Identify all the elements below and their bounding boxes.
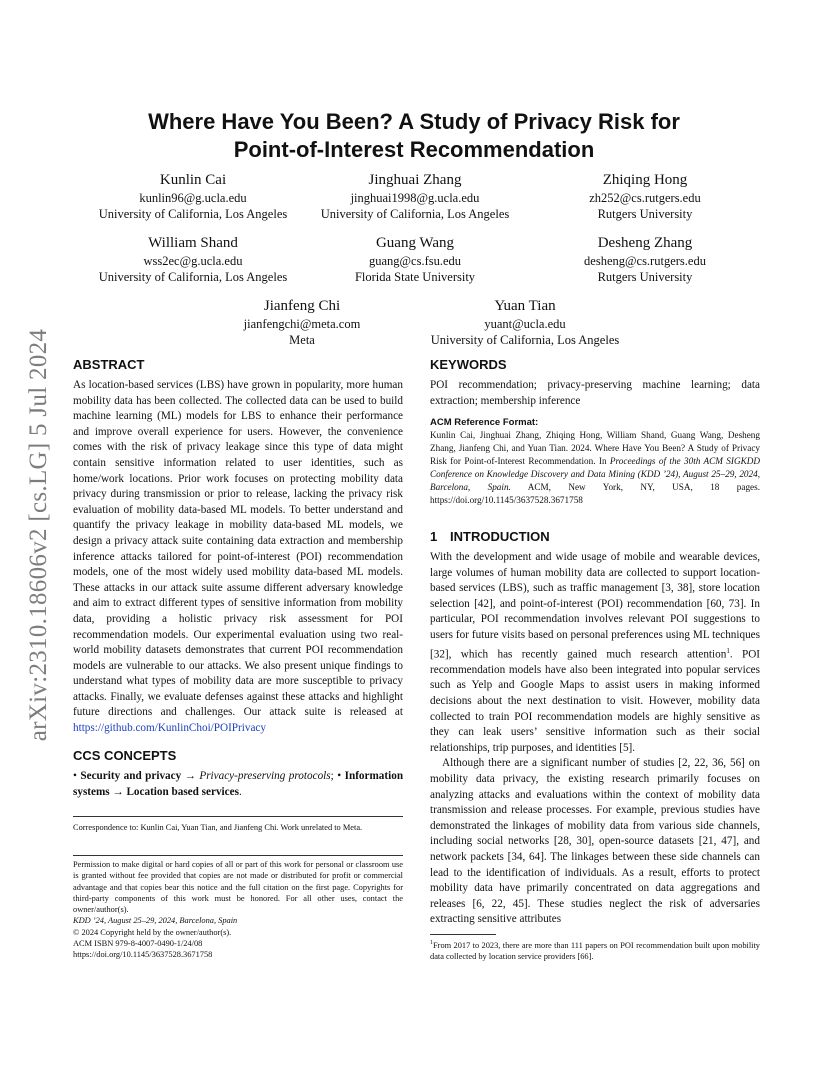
arxiv-sidebar [24, 300, 54, 770]
abstract-body: As location-based services (LBS) have grown in popularity, more human mobility data has been collected. The collected data can be used to build machine learning (ML) models for LBS to enhance their performance and improve overall experience for users. However, the convenience comes with the risk of privacy leakage since this type of data might contain sensitive information related to user identities, such as home/work locations. Prior work focuses on protecting mobility data privacy during transmission or prior to release, lacking the privacy risk evaluation of mobility data-based ML models. To better understand and quantify the privacy leakage in mobility data-based ML models, we design a privacy attack suite containing data extraction and membership inference attacks tailored for point-of-interest (POI) recommendation models, one of the most widely used mobility data-based ML models. These attacks in our attack suite assume different adversary knowledge and aim to extract different types of sensitive information from mobility data, providing a holistic privacy risk assessment for POI recommendation models. Our experimental evaluation using two real-world mobility datasets demonstrates that current POI recommendation models are vulnerable to our attacks. We also present unique findings to understand what types of mobility data are more susceptible to privacy attacks. Finally, we evaluate defenses against these attacks and highlight future directions and challenges. Our attack suite is released at [73, 379, 403, 719]
author-affiliation: Rutgers University [597, 270, 693, 284]
intro-paragraph [430, 550, 760, 756]
ccs-heading: CCS CONCEPTS [73, 748, 177, 763]
author-email: guang@cs.fsu.edu [368, 254, 462, 268]
author-affiliation: University of California, Los Angeles [320, 207, 510, 221]
footnote-text [430, 938, 760, 962]
author-affiliation: Meta [289, 333, 315, 347]
author-name: Jinghuai Zhang [368, 172, 462, 188]
acm-reference-text [430, 429, 760, 507]
separator: ; [330, 770, 334, 782]
divider [73, 855, 403, 856]
venue-line [73, 915, 403, 926]
intro-heading [430, 528, 760, 546]
ref-part: ACM, New York, NY, USA, 18 pages. https://doi.org/10.1145/3637528.3671758 [430, 482, 760, 505]
author-block [300, 170, 530, 222]
abstract-section [73, 356, 403, 737]
footnote-body: From 2017 to 2023, there are more than 111 papers on POI recommendation built upon mobility data collected by location service providers [66]. [430, 940, 760, 962]
intro-paragraph: Although there are a significant number of studies [2, 22, 36, 56] on mobility data privacy, the existing research primarily focuses on analyzing attacks and evaluations within the context of mobility data transmission and release processes. For example, previous studies have demonstrated the linkages of mobility data from various side channels, including social networks [28, 30], open-source datasets [21, 47], and network packets [34, 64]. The linkages between these side channels can lead to the identification of individuals. As a result, efforts to protect mobility data have primarily concentrated on data aggregations and releases [6, 22, 45]. These studies neglect the risk of adversaries extracting sensitive attributes [430, 757, 760, 926]
keywords-text: POI recommendation; privacy-preserving machine learning; data extraction; membership inference [430, 379, 760, 407]
author-affiliation: Florida State University [354, 270, 476, 284]
keywords-section [430, 356, 760, 409]
author-name: Kunlin Cai [159, 172, 227, 188]
author-name: Jianfeng Chi [263, 298, 341, 314]
ccs-text [73, 769, 403, 800]
author-block [187, 296, 417, 348]
author-block [530, 170, 760, 222]
author-block [78, 233, 308, 285]
author-block [300, 233, 530, 285]
author-block [78, 170, 308, 222]
author-block [530, 233, 760, 285]
acm-reference [430, 416, 760, 507]
author-affiliation: University of California, Los Angeles [98, 207, 288, 221]
copyright-line: © 2024 Copyright held by the owner/author(s). [73, 927, 232, 937]
author-affiliation: Rutgers University [597, 207, 693, 221]
title-line-1: Where Have You Been? A Study of Privacy Risk for [148, 109, 680, 134]
author-affiliation: University of California, Los Angeles [430, 333, 620, 347]
author-name: Zhiqing Hong [602, 172, 688, 188]
permission-text: Permission to make digital or hard copies of all or part of this work for personal or classroom use is granted without fee provided that copies are not made or distributed for profit or commercial advantage and that copies bear this notice and the full citation on the first page. Copyrights for third-party components of this work must be honored. For all other uses, contact the owner/author(s). [73, 860, 403, 915]
paper-title [100, 108, 728, 164]
abstract-heading: ABSTRACT [73, 357, 145, 372]
footnote [430, 938, 760, 962]
author-affiliation: University of California, Los Angeles [98, 270, 288, 284]
author-email: jianfengchi@meta.com [243, 317, 361, 331]
divider [73, 816, 403, 817]
arxiv-identifier: arXiv:2310.18606v2 [cs.LG] 5 Jul 2024 [25, 328, 52, 742]
title-line-2: Point-of-Interest Recommendation [233, 137, 595, 162]
section-title: INTRODUCTION [450, 529, 550, 544]
author-block [410, 296, 640, 348]
author-name: William Shand [148, 235, 238, 251]
author-email: jinghuai1998@g.ucla.edu [350, 191, 480, 205]
arrow: → [112, 785, 124, 798]
acm-reference-heading: ACM Reference Format: [430, 417, 539, 428]
arrow: → [184, 770, 196, 782]
author-email: yuant@ucla.edu [484, 317, 566, 331]
footnote-mark[interactable]: 1 [726, 646, 730, 655]
github-link[interactable]: https://github.com/KunlinChoi/POIPrivacy [73, 722, 266, 735]
ref-part: Kunlin Cai, Jinghuai Zhang, Zhiqing Hong, William Shand, Guang Wang, Desheng Zhang, Jianfeng Chi, and Yuan Tian. 2024. Where Have You Been? A Study of Privacy Risk for Point-of-Interest Recommendation. In [430, 430, 760, 466]
footnote-mark: 1 [430, 940, 433, 946]
author-name: Desheng Zhang [597, 235, 693, 251]
section-number: 1 [430, 529, 438, 544]
author-email: zh252@cs.rutgers.edu [589, 191, 701, 205]
doi-line: https://doi.org/10.1145/3637528.3671758 [73, 950, 213, 960]
permission-block [73, 859, 403, 961]
text-run: With the development and wide usage of mobile and wearable devices, large volumes of human mobility data are collected to support location-based services (LBS), such as traffic management [3, 38], store location selection [42], and point-of-interest (POI) recommendation [60, 73]. In particular, POI recommendation involves relevant POI suggestions to users for future visits based on personal preferences using ML techniques [32], which has recently gained much research attention [430, 551, 760, 661]
introduction-section [430, 528, 760, 928]
venue: KDD ’24, August 25–29, 2024, Barcelona, Spain [73, 916, 238, 926]
ccs-concept: Security and privacy [80, 770, 182, 782]
author-email: wss2ec@g.ucla.edu [143, 254, 243, 268]
keywords-heading: KEYWORDS [430, 357, 507, 372]
correspondence-note: Correspondence to: Kunlin Cai, Yuan Tian, and Jianfeng Chi. Work unrelated to Meta. [73, 823, 363, 832]
ccs-subconcept: Privacy-preserving protocols [199, 770, 331, 782]
ccs-concept: Information systems [73, 770, 404, 798]
footnote-rule [430, 934, 496, 935]
author-name: Guang Wang [375, 235, 455, 251]
abstract-text [73, 378, 403, 737]
text-run: . POI recommendation models have also been integrated into popular services such as Yelp and Google Maps to assist users in making informed decisions about the next destination to visit. However, mobility data collected to train POI recommendation models are highly sensitive as they can leak users’ sensitive information such as their social relationships, trip purposes, and identities [5]. [430, 648, 760, 754]
ccs-section [73, 747, 403, 800]
ref-venue: Proceedings of the 30th ACM SIGKDD Conference on Knowledge Discovery and Data Mining (KDD ’24), August 25–29, 2024, Barcelona, Spain. [430, 456, 760, 492]
author-email: kunlin96@g.ucla.edu [139, 191, 247, 205]
bullet: • [337, 770, 342, 782]
isbn-line: ACM ISBN 979-8-4007-0490-1/24/08 [73, 939, 203, 949]
ccs-subconcept: Location based services [126, 785, 239, 798]
end-mark: . [238, 785, 242, 798]
bullet: • [73, 770, 77, 782]
author-name: Yuan Tian [494, 298, 556, 314]
author-email: desheng@cs.rutgers.edu [584, 254, 706, 268]
